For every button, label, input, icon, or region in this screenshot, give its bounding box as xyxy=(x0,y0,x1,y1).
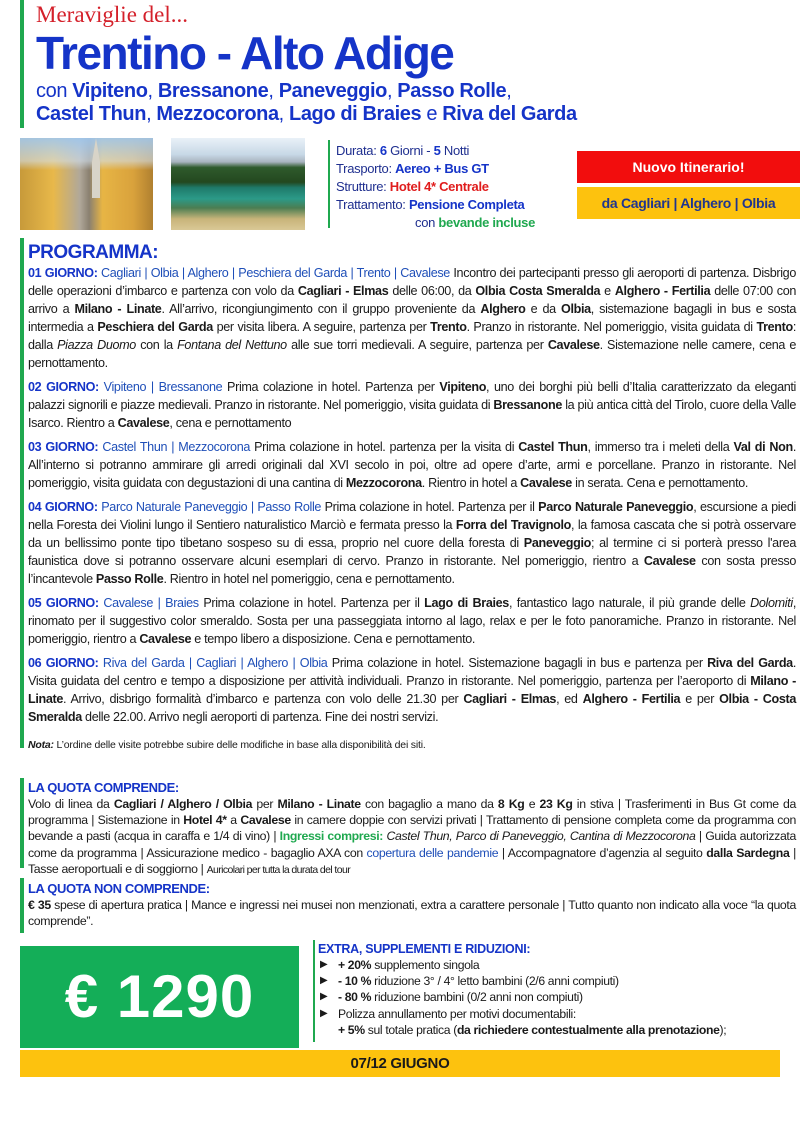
main-title: Trentino - Alto Adige xyxy=(36,27,454,79)
extra-item: ▶ - 10 % riduzione 3° / 4° letto bambini (2/6 anni compiuti) xyxy=(320,974,619,989)
subtitle xyxy=(36,80,656,126)
day-route: Parco Naturale Paneveggio | Passo Rolle xyxy=(101,500,322,514)
pre-title: Meraviglie del... xyxy=(36,2,189,27)
header xyxy=(36,2,656,126)
extra-list xyxy=(318,957,800,1038)
accent-bar-header xyxy=(20,0,24,128)
extra-item: ▶ + 20% supplemento singola xyxy=(320,958,480,972)
extra-item: ▶ Polizza annullamento per motivi documentabili: xyxy=(320,1006,576,1021)
day-1: 01 GIORNO: Cagliari | Olbia | Alghero | Peschiera del Garda | Trento | Cavalese Incontro dei partecipanti presso gli aeroporti di partenza. Disbrigo delle operazioni d’imbarco e partenza con volo da Cagliari - Elmas delle 06:00, da Olbia Costa Smeralda e Alghero - Fertilia delle 07:00 con arrivo a Milano - Linate. All’arrivo, ricongiungimento con il gruppo proveniente da Alghero e da Olbia, sistemazione bagagli in bus e sosta intermedia a Peschiera del Garda per visita libera. A seguire, partenza per Trento. Pranzo in ristorante. Nel pomeriggio, visita guidata di Trento: dalla Piazza Duomo con la Fontana del Nettuno alle sue torri medievali. A seguire, partenza per Cavalese. Sistemazione nelle camere, cena e pernottamento. xyxy=(28,266,797,370)
comprende-title: LA QUOTA COMPRENDE: xyxy=(28,780,179,795)
day-route: Castel Thun | Mezzocorona xyxy=(102,440,251,454)
day-6: 06 GIORNO: Riva del Garda | Cagliari | Alghero | Olbia Prima colazione in hotel. Sistemazione bagagli in bus e partenza per Riva del Garda. Visita guidata del centro e tempo a disposizione per attività individuali. Pranzo in ristorante. Nel pomeriggio, partenza per l’aeroporto di Milano - Linate. Arrivo, disbrigo formalità d’imbarco e partenza con volo delle 21.30 per Cagliari - Elmas, ed Alghero - Fertilia e per Olbia - Costa Smeralda delle 22.00. Arrivo negli aeroporti di partenza. Fine dei nostri servizi. xyxy=(28,656,797,724)
day-route: Riva del Garda | Cagliari | Alghero | Olbia xyxy=(102,656,328,670)
trip-info xyxy=(336,142,566,232)
triangle-right-icon: ▶ xyxy=(320,975,328,987)
photo-vipiteno-street xyxy=(20,138,153,230)
accent-bar-programma xyxy=(20,238,24,748)
non-comprende-title: LA QUOTA NON COMPRENDE: xyxy=(28,881,210,896)
extra-item: ▶ - 80 % riduzione bambini (0/2 anni non compiuti) xyxy=(320,990,583,1005)
info-durata: Durata: 6 Giorni - 5 Notti xyxy=(336,143,470,158)
day-route: Cavalese | Braies xyxy=(103,596,199,610)
nota-text: L’ordine delle visite potrebbe subire delle modifiche in base alla disponibilità dei siti. xyxy=(53,739,426,751)
comprende-section xyxy=(28,780,796,878)
price-box: € 1290 xyxy=(20,946,299,1048)
date-bar: 07/12 GIUGNO xyxy=(20,1050,780,1077)
non-comprende-section xyxy=(28,881,796,929)
day-4: 04 GIORNO: Parco Naturale Paneveggio | Passo Rolle Prima colazione in hotel. Partenza per il Parco Naturale Paneveggio, escursione a piedi nella Foresta dei Violini lungo il Sentiero naturalistico Marciò e fermata presso la Forra del Travignolo, la famosa cascata che si potrà osservare da un bellissimo ponte tipo tibetano sospeso su di essa, proprio nel cuore della foresta di Paneveggio; al termine ci si porterà presso l'area faunistica dove si potranno osservare alcuni esemplari di cervo. Pranzo in ristorante. Nel pomeriggio, rientro a Cavalese con sosta presso l’incantevole Passo Rolle. Rientro in hotel nel pomeriggio, cena e pernottamento. xyxy=(28,500,796,586)
non-comprende-text: € 35 spese di apertura pratica | Mance e ingressi nei musei non menzionati, extra a carattere personale | Tutto quanto non indicato alla voce “la quota comprende”. xyxy=(28,898,796,929)
accent-bar-comprende xyxy=(20,778,24,868)
subtitle-line-2: Castel Thun, Mezzocorona, Lago di Braies e Riva del Garda xyxy=(36,103,577,125)
triangle-right-icon: ▶ xyxy=(320,991,328,1003)
info-trattamento: Trattamento: Pensione Completa xyxy=(336,197,525,212)
days-list xyxy=(28,264,796,726)
triangle-right-icon: ▶ xyxy=(320,1007,328,1019)
day-label: 01 GIORNO: xyxy=(28,266,102,280)
day-route: Cagliari | Olbia | Alghero | Peschiera del Garda | Trento | Cavalese xyxy=(101,266,450,280)
day-label: 05 GIORNO: xyxy=(28,596,104,610)
day-label: 02 GIORNO: xyxy=(28,380,104,394)
subtitle-line-1: con Vipiteno, Bressanone, Paneveggio, Passo Rolle, xyxy=(36,80,512,102)
nota-label: Nota: xyxy=(28,739,54,751)
info-divider xyxy=(328,140,330,228)
day-label: 04 GIORNO: xyxy=(28,500,102,514)
day-route: Vipiteno | Bressanone xyxy=(103,380,223,394)
programma-section xyxy=(28,242,796,752)
day-3: 03 GIORNO: Castel Thun | Mezzocorona Prima colazione in hotel. partenza per la visita di Castel Thun, immerso tra i meleti della Val di Non. All’interno si potranno ammirare gli arredi originali dal XVI secolo in poi, oltre ad opere d’arte, armi e porcellane. Pranzo in ristorante. Nel pomeriggio, visita guidata con degustazioni di una cantina di Mezzocorona. Rientro in hotel a Cavalese in serata. Cena e pernottamento. xyxy=(28,440,796,490)
extra-item-continuation: + 5% sul totale pratica (da richiedere contestualmente alla prenotazione); xyxy=(338,1022,727,1037)
info-bevande: con bevande incluse xyxy=(415,215,536,230)
triangle-right-icon: ▶ xyxy=(320,959,328,970)
departures-badge: da Cagliari | Alghero | Olbia xyxy=(577,187,800,219)
extra-divider xyxy=(313,940,315,1042)
comprende-text: Volo di linea da Cagliari / Alghero / Olbia per Milano - Linate con bagaglio a mano da 8 Kg e 23 Kg in stiva | Trasferimenti in Bus Gt come da programma | Sistemazione in Hotel 4* a Cavalese in camere doppie con servizi privati | Trattamento di pensione completa come da programma con bevande a pasti (acqua in caraffa e 1/4 di vino) | Ingressi compresi: Castel Thun, Parco di Paneveggio, Cantina di Mezzocorona | Guida autorizzata come da programma | Assicurazione medico - bagaglio AXA con copertura delle pandemie | Accompagnatore d’agenzia al seguito dalla Sardegna | Tasse aeroportuali e di soggiorno | Auricolari per tutta la durata del tour xyxy=(28,797,797,876)
day-5: 05 GIORNO: Cavalese | Braies Prima colazione in hotel. Partenza per il Lago di Braies, fantastico lago naturale, il più grande delle Dolomiti, rinomato per il suggestivo color smeraldo. Sosta per una passeggiata intorno al lago, relax e per le foto panoramiche. Pranzo in ristorante. Nel pomeriggio, rientro a Cavalese e tempo libero a disposizione. Cena e pernottamento. xyxy=(28,596,796,646)
day-label: 03 GIORNO: xyxy=(28,440,103,454)
info-strutture: Strutture: Hotel 4* Centrale xyxy=(336,179,489,194)
info-trasporto: Trasporto: Aereo + Bus GT xyxy=(336,161,489,176)
day-2: 02 GIORNO: Vipiteno | Bressanone Prima colazione in hotel. Partenza per Vipiteno, uno dei borghi più belli d’Italia caratterizzato da eleganti palazzi signorili e piazze medievali. Pranzo in ristorante. Nel pomeriggio, visita guidata di Bressanone la più antica città del Tirolo, cuore della Valle Isarco. Rientro a Cavalese, cena e pernottamento xyxy=(28,380,796,430)
day-label: 06 GIORNO: xyxy=(28,656,103,670)
accent-bar-non-comprende xyxy=(20,878,24,933)
extra-section xyxy=(318,941,800,1038)
nota xyxy=(28,738,796,752)
extra-title: EXTRA, SUPPLEMENTI E RIDUZIONI: xyxy=(318,942,531,956)
photo-lago-di-carezza xyxy=(171,138,305,230)
new-itinerary-badge: Nuovo Itinerario! xyxy=(577,151,800,183)
programma-title: PROGRAMMA: xyxy=(28,242,159,263)
